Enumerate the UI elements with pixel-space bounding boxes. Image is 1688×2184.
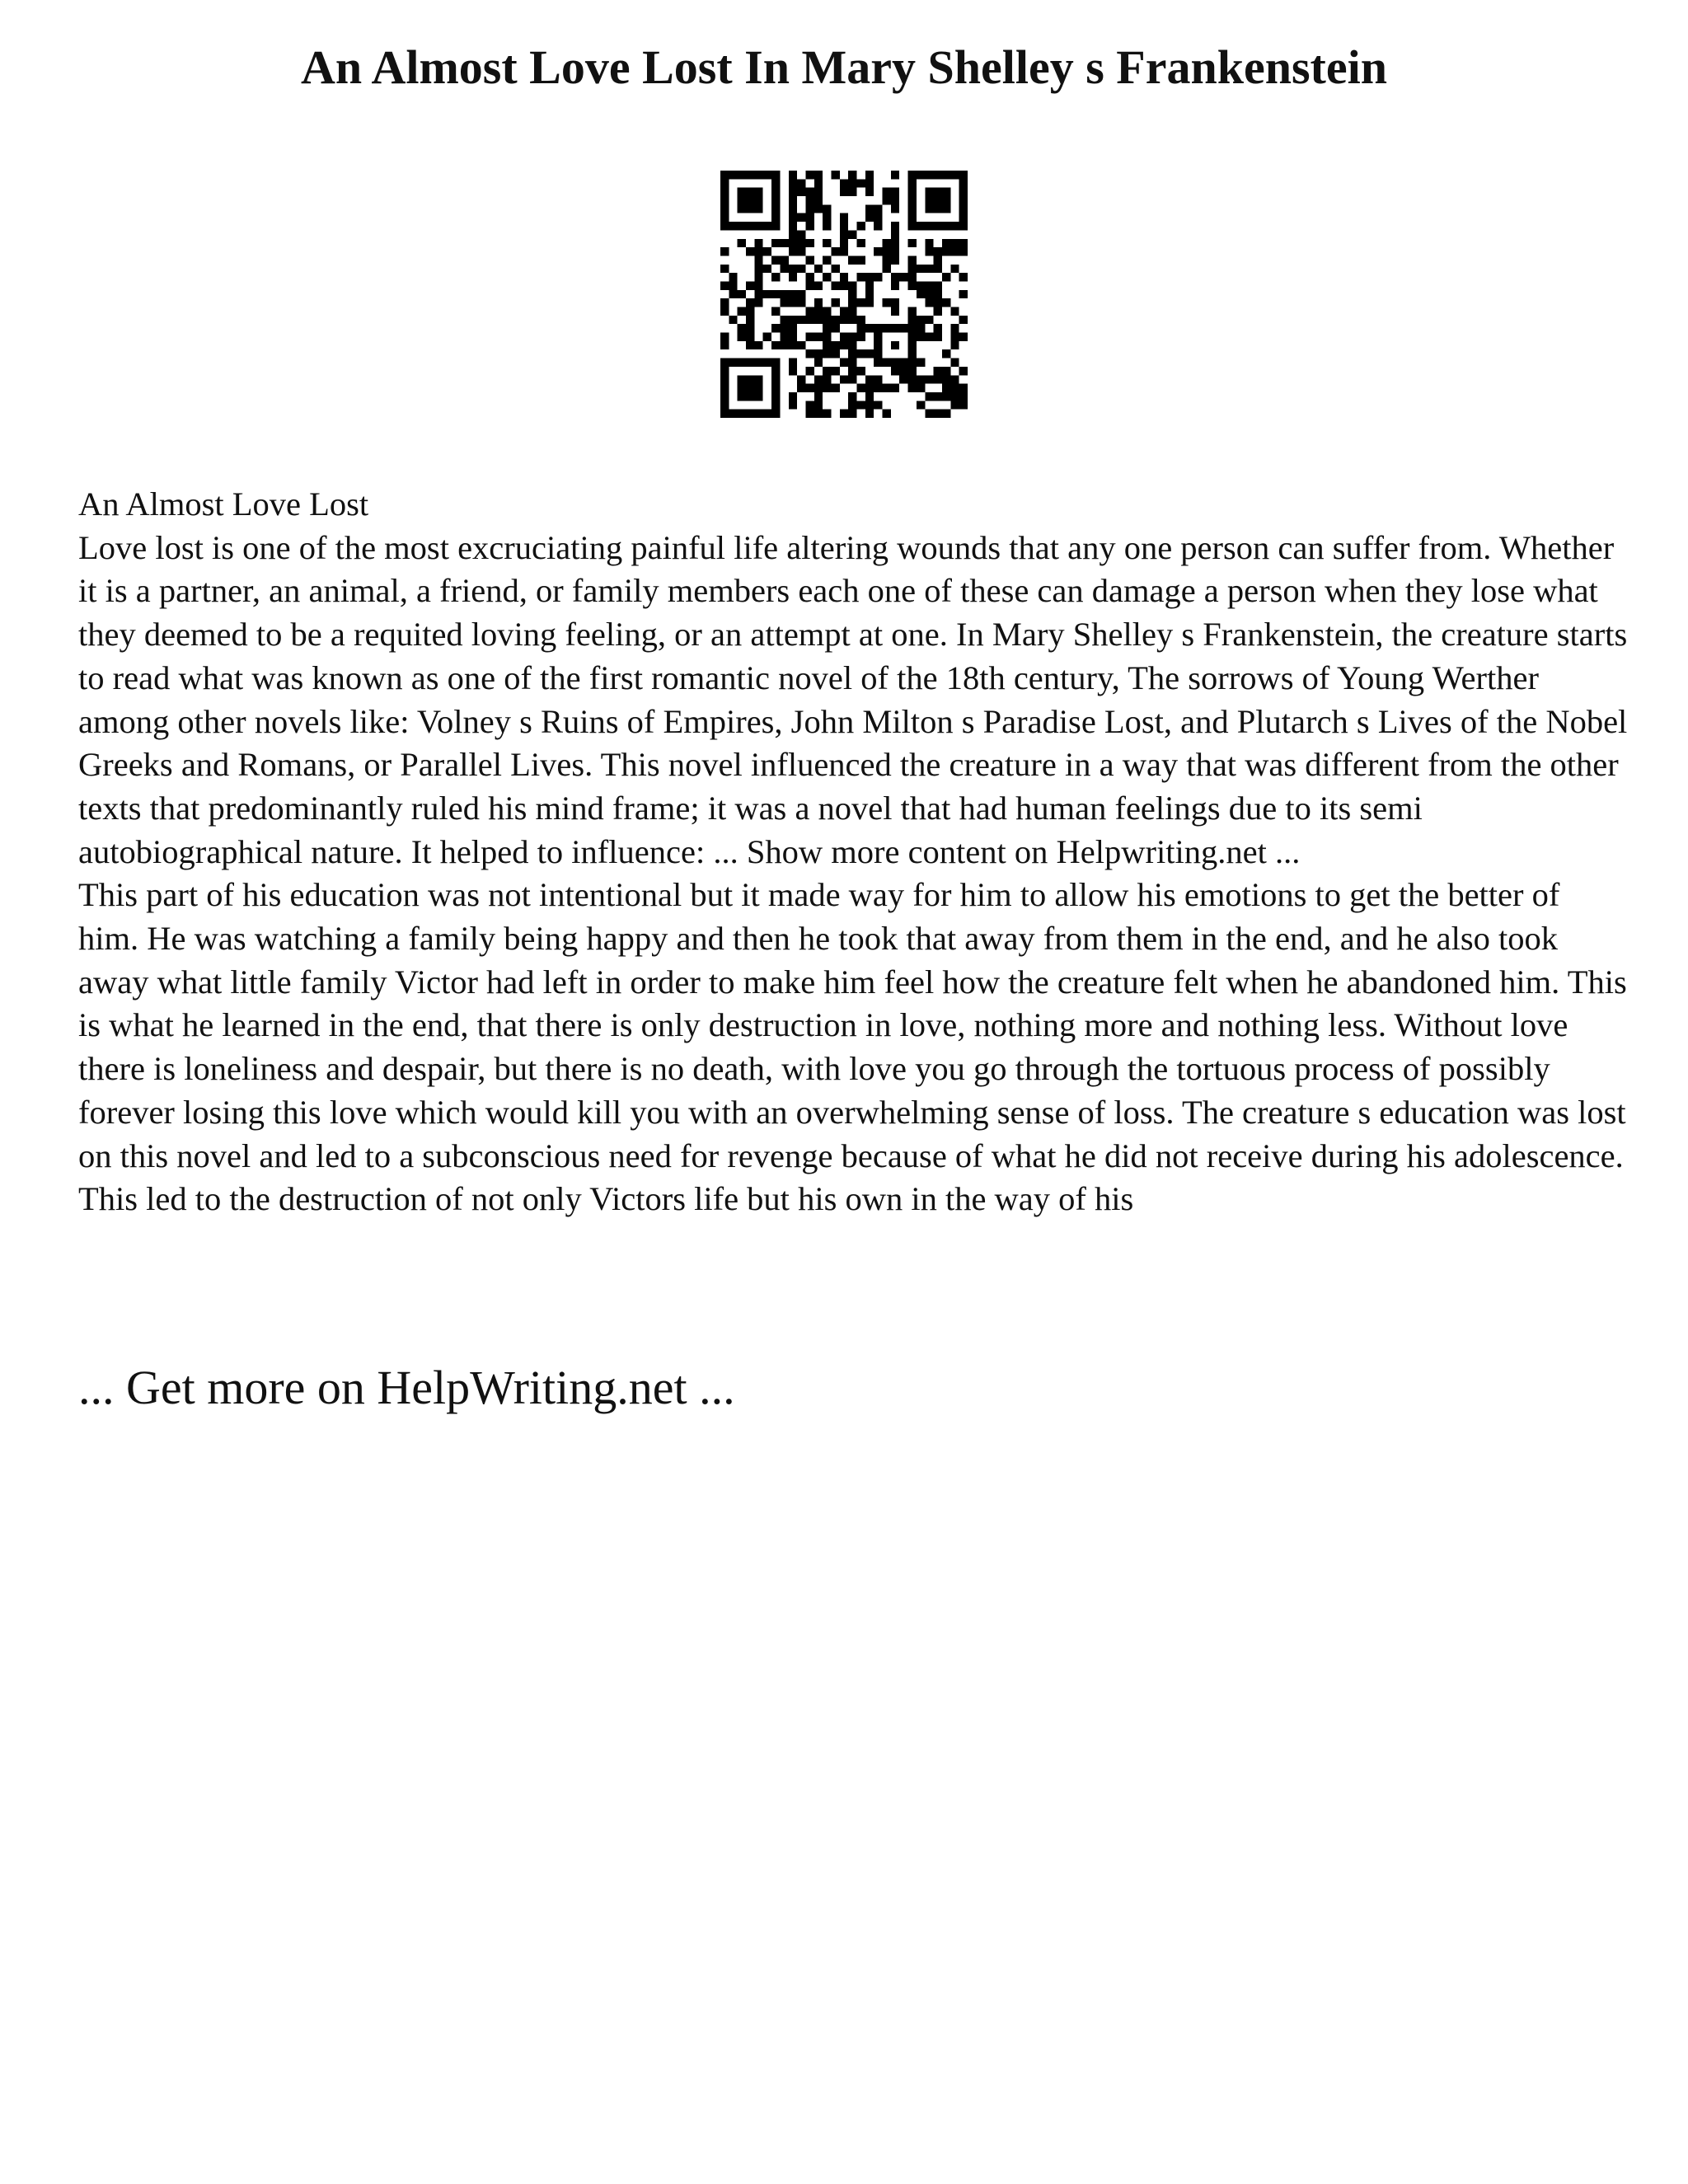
page-title: An Almost Love Lost In Mary Shelley s Frankenstein [301,40,1387,94]
article-subtitle: An Almost Love Lost [78,485,369,523]
article-paragraph-1: Love lost is one of the most excruciating painful life altering wounds that any one person can suffer from. Whether it is a partner, an animal, a friend, or family members each one of these can damage a person when they lose what they deemed to be a requited loving feeling, or an attempt at one. In Mary Shelley s Frankenstein, the creature starts to read what was known as one of the first romantic novel of the 18th century, The sorrows of Young Werther among other novels like: Volney s Ruins of Empires, John Milton s Paradise Lost, and Plutarch s Lives of the Nobel Greeks and Romans, or Parallel Lives. This novel influenced the creature in a way that was different from the other texts that predominantly ruled his mind frame; it was a novel that had human feelings due to its semi autobiographical nature. It helped to influence: ... Show more content on Helpwriting.net ... [78,528,1628,870]
article-paragraph-2: This part of his education was not intentional but it made way for him to allow his emotions to get the better of him. He was watching a family being happy and then he took that away from them in the end, and he also took away what little family Victor had left in order to make him feel how the creature felt when he abandoned him. This is what he learned in the end, that there is only destruction in love, nothing more and nothing less. Without love there is loneliness and despair, but there is no death, with love you go through the tortuous process of possibly forever losing this love which would kill you with an overwhelming sense of loss. The creature s education was lost on this novel and led to a subconscious need for revenge because of what he did not receive during his adolescence. This led to the destruction of not only Victors life but his own in the way of his [78,876,1627,1218]
qr-code-graphic [720,171,968,418]
article-body [78,483,1628,1221]
qr-code-icon[interactable] [720,171,968,418]
get-more-link[interactable]: ... Get more on HelpWriting.net ... [78,1361,735,1414]
